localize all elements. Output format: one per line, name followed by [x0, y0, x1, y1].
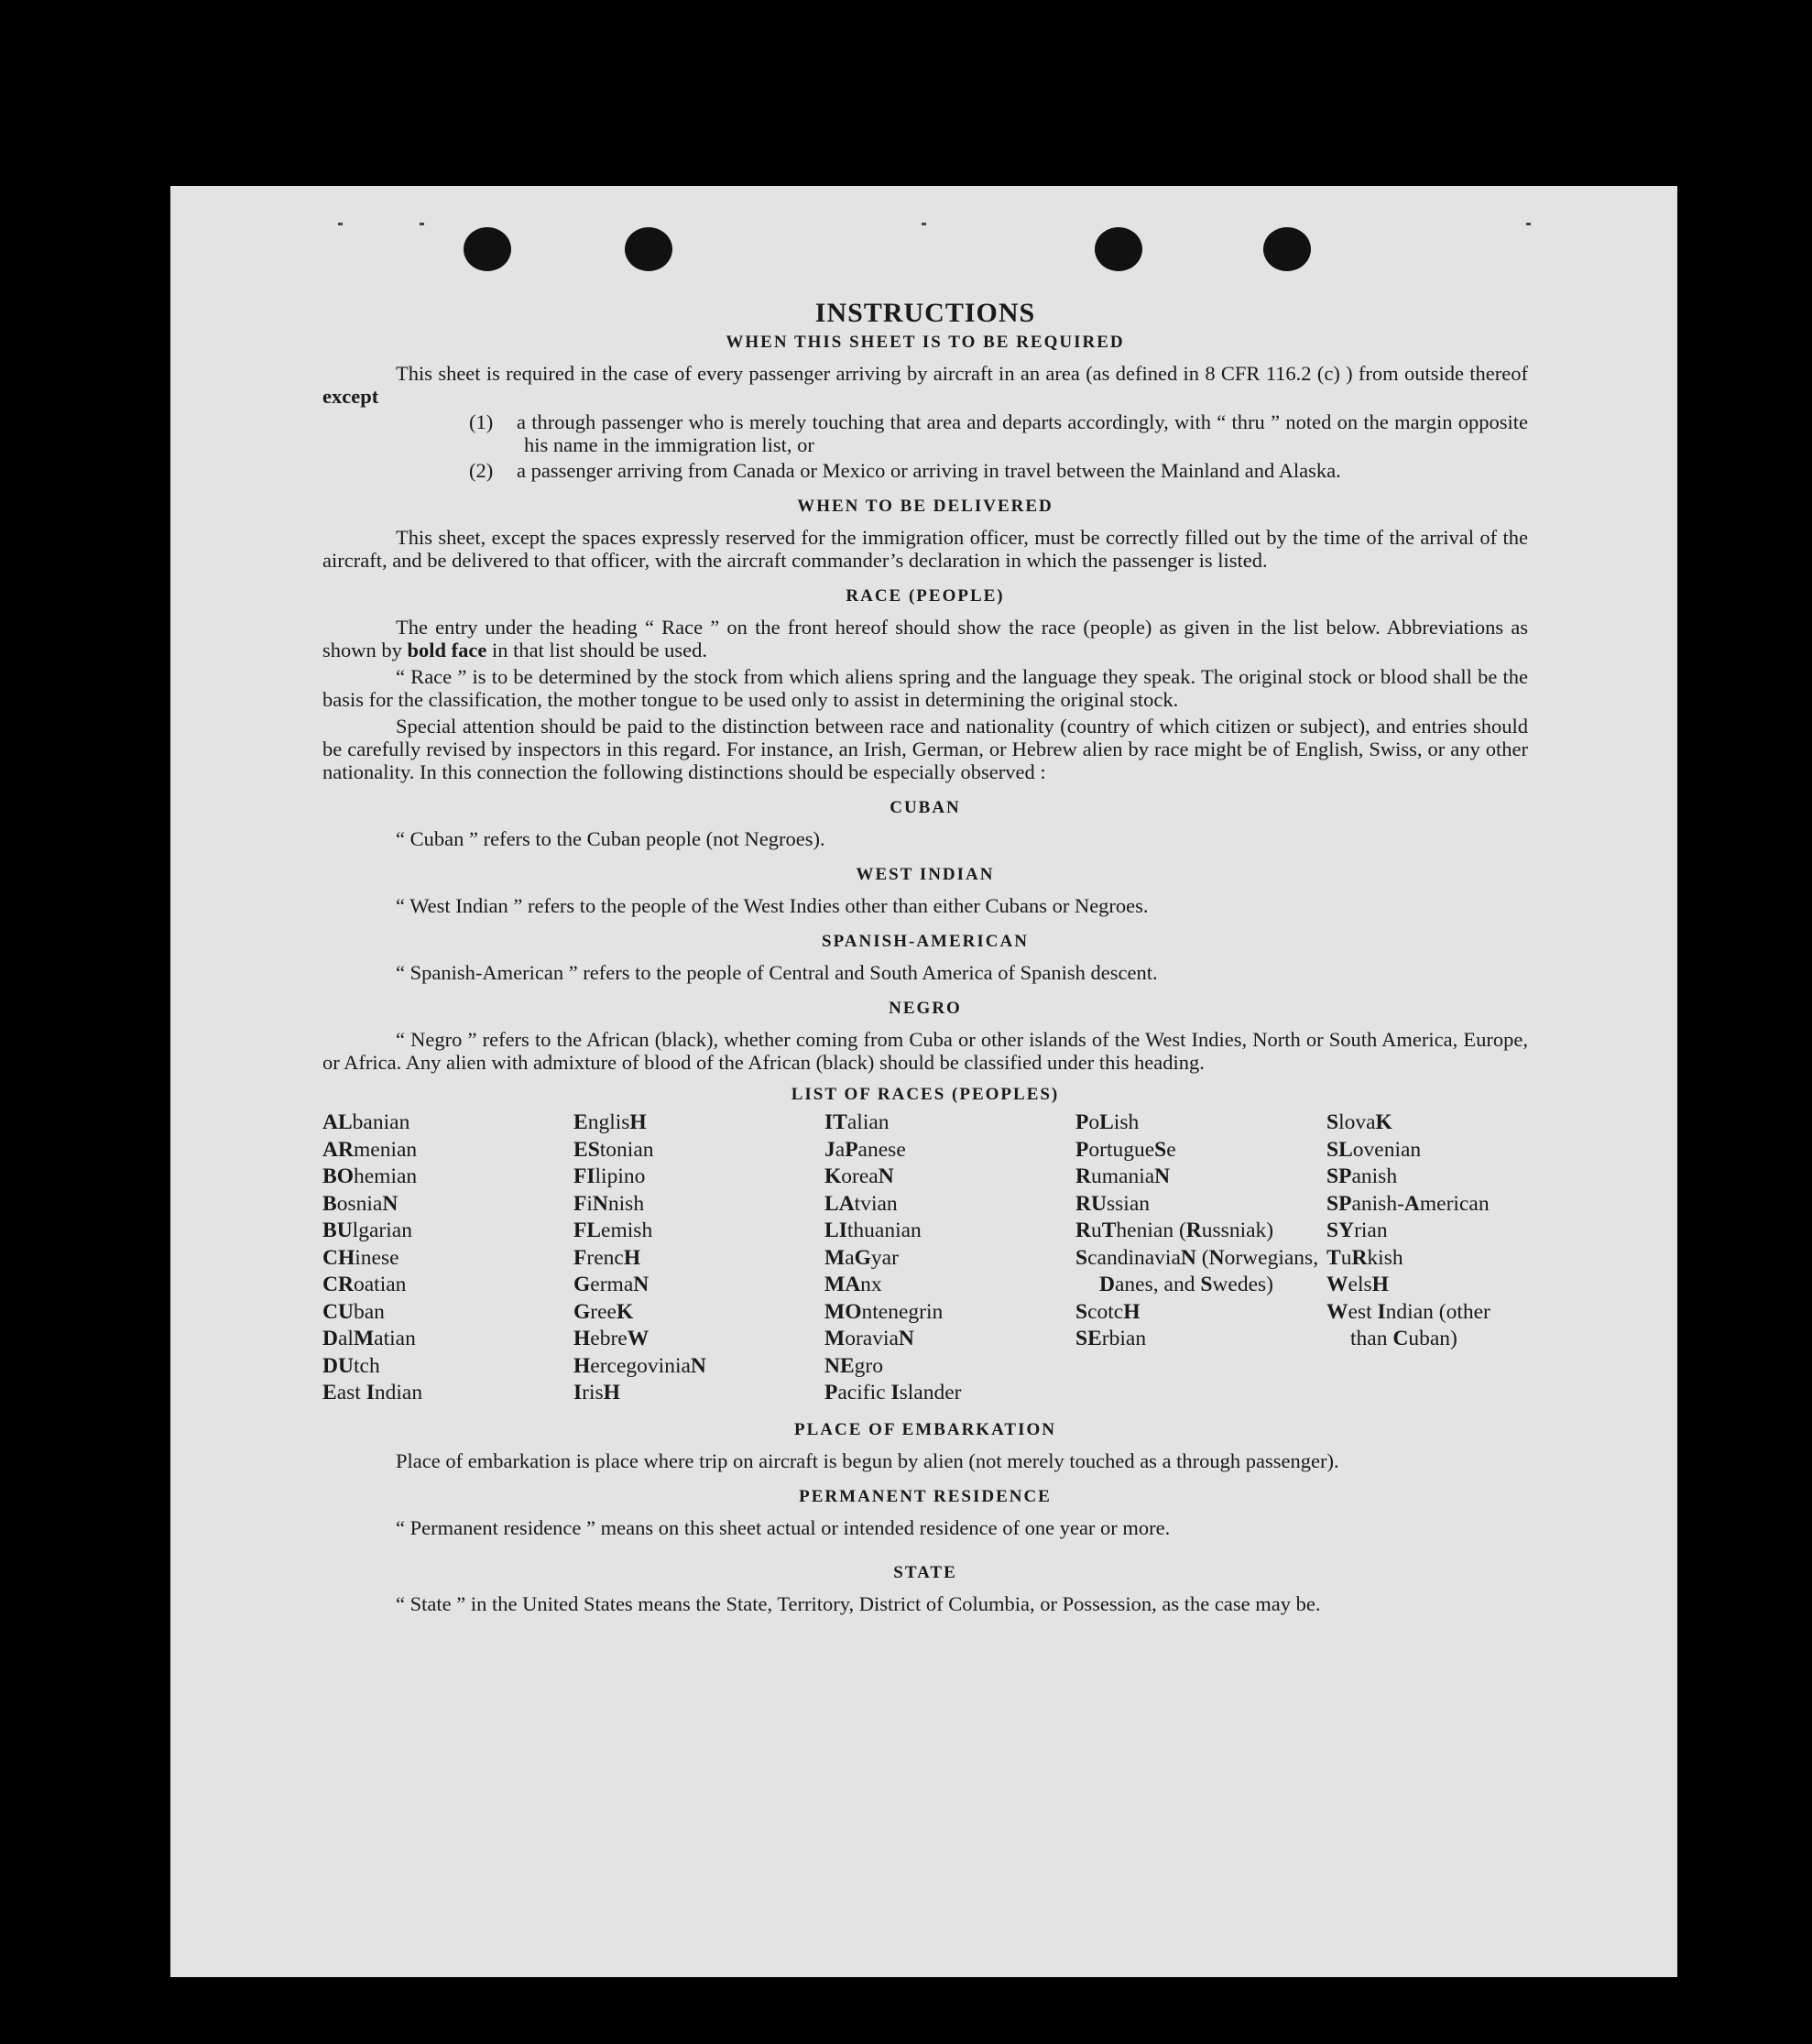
speck-mark	[922, 223, 926, 225]
race-entry: TuRkish	[1326, 1245, 1403, 1270]
race-entry: RumaniaN	[1075, 1164, 1171, 1188]
race-entry: MAnx	[824, 1273, 882, 1296]
race-entry: BUlgarian	[322, 1219, 412, 1242]
state-text: “ State ” in the United States means the State, Territory, District of Columbia, or Possession, as the case may be.	[396, 1591, 1321, 1615]
race-entry: SPanish-American	[1326, 1191, 1490, 1216]
race-entry: SErbian	[1075, 1327, 1147, 1350]
spanish-american-text: “ Spanish-American ” refers to the people of Central and South America of Spanish descent.	[396, 961, 1158, 984]
race-p1-end: in that list should be used.	[492, 639, 708, 661]
section-heading-delivered: WHEN TO BE DELIVERED	[797, 497, 1053, 516]
races-column	[322, 1109, 573, 1407]
required-intro-text: This sheet is required in the case of every passenger arriving by aircraft in an area (as defined in 8 CFR 116.2 (c) ) from outside thereof	[396, 362, 1528, 385]
section-heading-west-indian: WEST INDIAN	[856, 865, 995, 884]
race-entry: SLovenian	[1326, 1137, 1422, 1162]
exception-item	[469, 459, 1528, 482]
exception-number: (1)	[469, 410, 494, 433]
race-entry: HebreW	[573, 1327, 649, 1350]
bold-face-label: bold face	[407, 639, 487, 661]
race-entry: DUtch	[322, 1353, 380, 1378]
race-entry: FLemish	[573, 1219, 653, 1242]
race-entry: RuThenian (Russniak)	[1075, 1219, 1274, 1242]
race-paragraph-3: Special attention should be paid to the distinction between race and nationality (country of which citizen or subject), and entries should be carefully revised by inspectors in this regard. For instance, an Irish, German, or Hebrew alien by race might be of English, Swiss, or any other nationality. In this connection the following distinctions should be especially observed :	[322, 715, 1528, 783]
punch-hole	[625, 227, 672, 271]
race-entry: ScandinaviaN (Norwegians, Danes, and Swedes)	[1075, 1245, 1319, 1296]
race-entry: BosniaN	[322, 1191, 398, 1216]
race-entry: PortugueSe	[1075, 1137, 1176, 1162]
races-column	[1326, 1109, 1528, 1407]
cuban-text: “ Cuban ” refers to the Cuban people (not Negroes).	[396, 827, 825, 850]
race-entry: BOhemian	[322, 1164, 418, 1188]
race-entry: CUban	[322, 1299, 385, 1324]
document-sheet	[170, 186, 1677, 1977]
exception-text: a through passenger who is merely touching that area and departs accordingly, with “ thru ” noted on the margin opposite his name in the immigration list, or	[517, 410, 1528, 456]
race-entry: HercegoviniaN	[573, 1353, 706, 1378]
section-heading-required: WHEN THIS SHEET IS TO BE REQUIRED	[726, 333, 1125, 352]
race-entry: RUssian	[1075, 1191, 1150, 1216]
race-entry: WelsH	[1326, 1273, 1389, 1296]
race-entry: KoreaN	[824, 1164, 894, 1188]
races-column	[824, 1109, 1075, 1407]
race-entry: SlovaK	[1326, 1110, 1392, 1134]
race-entry: EStonian	[573, 1137, 654, 1162]
speck-mark	[1526, 223, 1531, 225]
west-indian-text: “ West Indian ” refers to the people of the West Indies other than either Cubans or Negroes.	[396, 894, 1149, 917]
race-entry: ScotcH	[1075, 1299, 1141, 1324]
race-paragraph-1	[322, 616, 1528, 661]
exception-text: a passenger arriving from Canada or Mexico or arriving in travel between the Mainland and Alaska.	[517, 459, 1341, 482]
section-heading-race: RACE (PEOPLE)	[846, 586, 1005, 606]
race-entry: IrisH	[573, 1381, 620, 1405]
race-entry: MoraviaN	[824, 1327, 914, 1350]
race-entry: ALbanian	[322, 1110, 410, 1134]
races-list	[322, 1109, 1528, 1407]
exception-number: (2)	[469, 459, 494, 482]
delivered-text: This sheet, except the spaces expressly reserved for the immigration officer, must be correctly filled out by the time of the arrival of the aircraft, and be delivered to that officer, with the aircraft commander’s declaration in which the passenger is listed.	[322, 526, 1528, 572]
section-heading-negro: NEGRO	[889, 999, 962, 1018]
section-heading-cuban: CUBAN	[890, 798, 961, 817]
punch-hole	[464, 227, 511, 271]
race-entry: CHinese	[322, 1245, 399, 1270]
race-entry: MaGyar	[824, 1245, 899, 1270]
speck-mark	[420, 223, 424, 225]
except-label: except	[322, 385, 379, 408]
races-column	[1075, 1109, 1326, 1407]
embarkation-text: Place of embarkation is place where trip on aircraft is begun by alien (not merely touched as a through passenger).	[396, 1448, 1339, 1472]
races-list-heading: LIST OF RACES (PEOPLES)	[791, 1085, 1060, 1104]
race-paragraph-2: “ Race ” is to be determined by the stock from which aliens spring and the language they speak. The original stock or blood shall be the basis for the classification, the mother tongue to be used only to assist in determining the original stock.	[322, 665, 1528, 711]
race-entry: GreeK	[573, 1299, 634, 1324]
race-entry: SYrian	[1326, 1219, 1388, 1242]
race-entry: JaPanese	[824, 1137, 906, 1162]
negro-text: “ Negro ” refers to the African (black), whether coming from Cuba or other islands of the West Indies, North or South America, Europe, or Africa. Any alien with admixture of blood of the African (black) should be classified under this heading.	[322, 1028, 1528, 1074]
section-heading-residence: PERMANENT RESIDENCE	[799, 1486, 1052, 1506]
speck-mark	[338, 223, 343, 225]
race-entry: GermaN	[573, 1273, 649, 1296]
race-p1-start: The entry under the heading “ Race ” on the front hereof should show the race (people) as given in the list below. Abbreviations as shown by	[322, 616, 1528, 661]
race-entry: DalMatian	[322, 1327, 416, 1350]
race-entry: CRoatian	[322, 1273, 407, 1296]
race-entry: Pacific Islander	[824, 1381, 962, 1405]
punch-hole	[1263, 227, 1311, 271]
race-entry: LIthuanian	[824, 1219, 922, 1242]
race-entry: FiNnish	[573, 1191, 645, 1216]
section-heading-state: STATE	[893, 1562, 957, 1582]
race-entry: NEgro	[824, 1353, 883, 1378]
race-entry: PoLish	[1075, 1110, 1140, 1134]
race-entry: LAtvian	[824, 1191, 898, 1216]
race-entry: FrencH	[573, 1245, 641, 1270]
document-title: INSTRUCTIONS	[814, 298, 1036, 328]
race-entry: East Indian	[322, 1381, 423, 1405]
residence-text: “ Permanent residence ” means on this sheet actual or intended residence of one year or more.	[396, 1515, 1171, 1539]
race-entry: ARmenian	[322, 1137, 418, 1162]
punch-hole	[1095, 227, 1142, 271]
race-entry: MOntenegrin	[824, 1299, 944, 1324]
race-entry: SPanish	[1326, 1164, 1398, 1188]
document-content	[322, 298, 1528, 1615]
race-entry: EnglisH	[573, 1110, 647, 1134]
races-column	[573, 1109, 824, 1407]
race-entry: ITalian	[824, 1110, 890, 1134]
section-heading-spanish-american: SPANISH-AMERICAN	[822, 932, 1029, 951]
required-intro	[322, 362, 1528, 408]
race-entry: FIlipino	[573, 1164, 646, 1188]
exception-item	[469, 410, 1528, 456]
race-entry: West Indian (other than Cuban)	[1326, 1299, 1490, 1350]
section-heading-embarkation: PLACE OF EMBARKATION	[794, 1419, 1056, 1439]
